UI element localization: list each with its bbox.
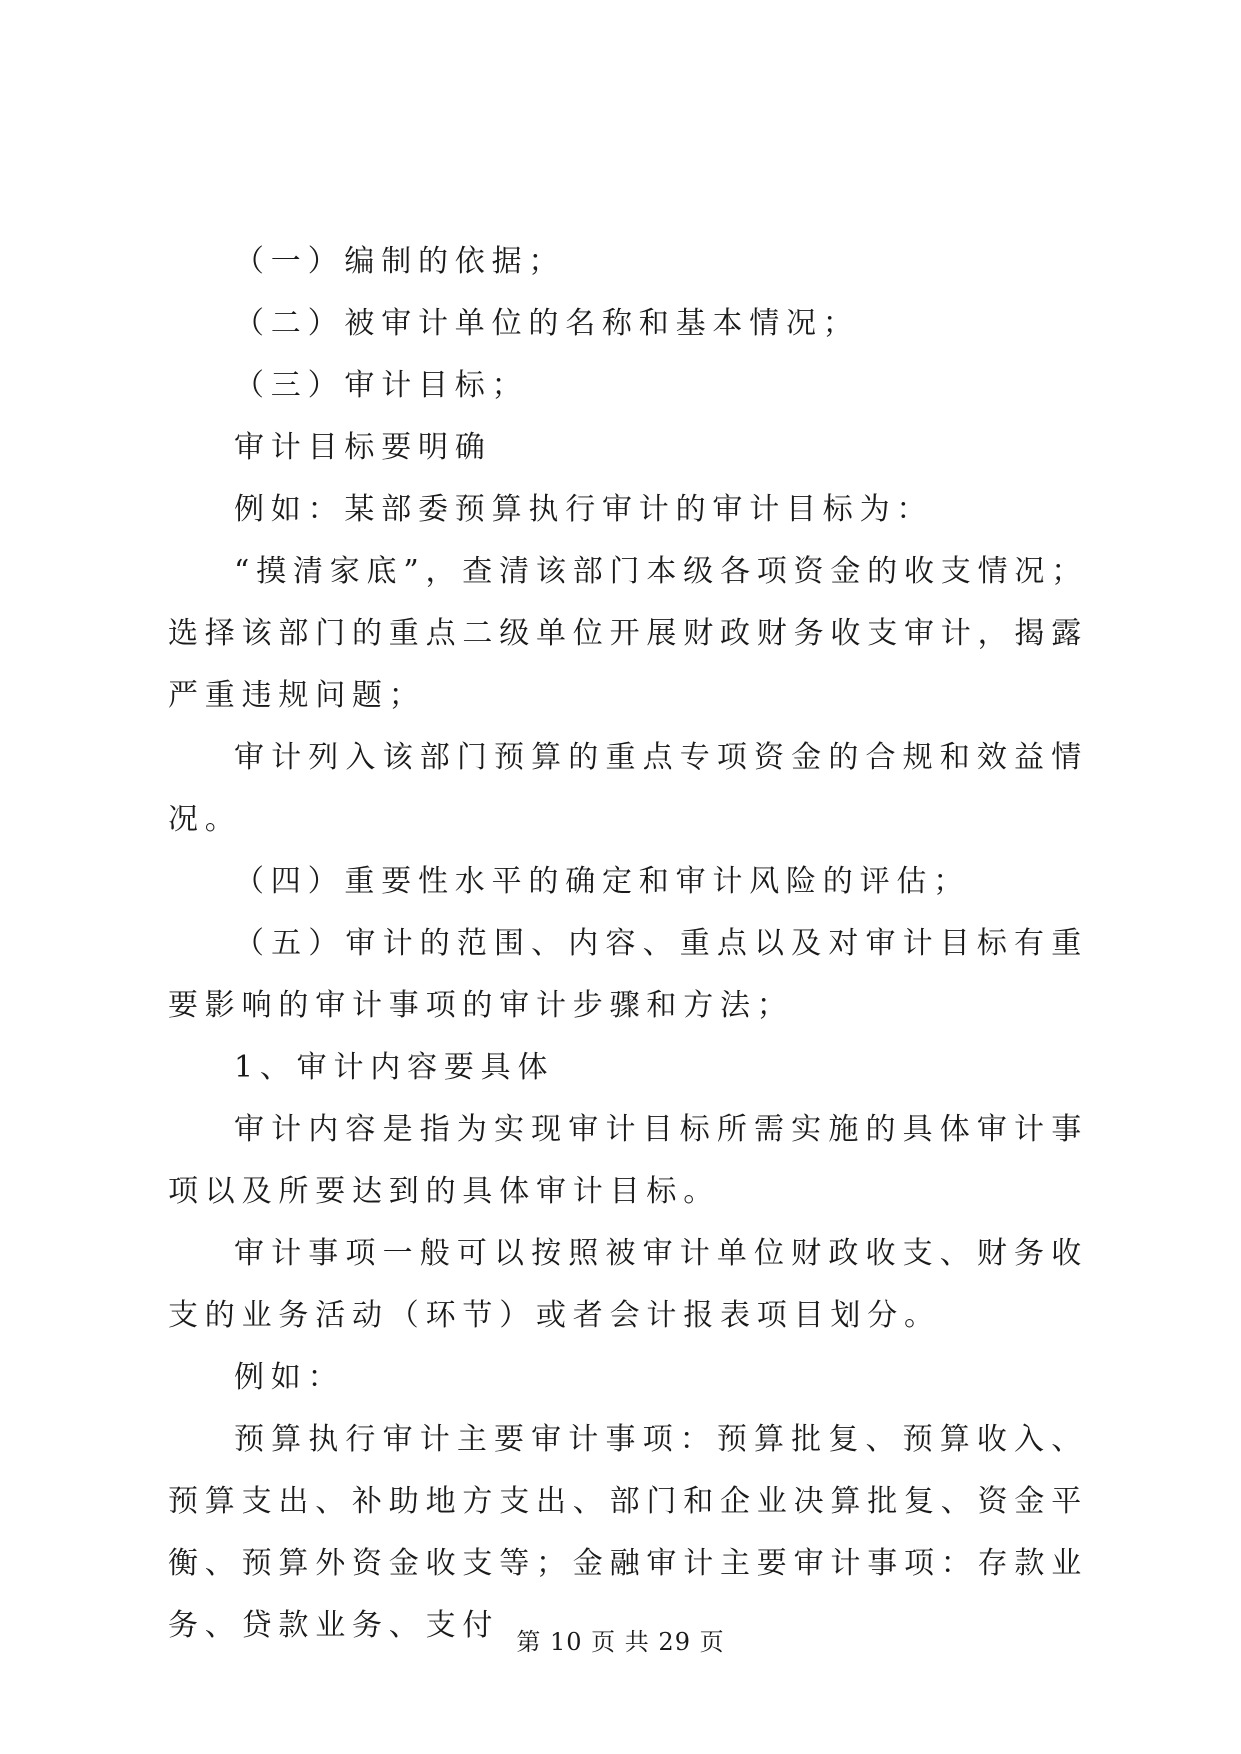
paragraph-budget-items: 预算执行审计主要审计事项：预算批复、预算收入、预算支出、补助地方支出、部门和企业决算批复、资金平衡、预算外资金收支等；金融审计主要审计事项：存款业务、贷款业务、支付: [168, 1422, 1088, 1643]
paragraph-content-specific: 1、审计内容要具体: [234, 1050, 555, 1085]
document-body: [168, 231, 1088, 1657]
paragraph-materiality: （四）重要性水平的确定和审计风险的评估；: [234, 864, 970, 899]
paragraph-scope: （五）审计的范围、内容、重点以及对审计目标有重要影响的审计事项的审计步骤和方法；: [168, 926, 1088, 1023]
paragraph-example-label: 例如：: [234, 1360, 345, 1395]
paragraph-objective-clear: 审计目标要明确: [234, 430, 492, 465]
paragraph-special-funds: 审计列入该部门预算的重点专项资金的合规和效益情况。: [168, 740, 1088, 837]
paragraph-content-definition: 审计内容是指为实现审计目标所需实施的具体审计事项以及所要达到的具体审计目标。: [168, 1112, 1088, 1209]
paragraph-basis: （一）编制的依据；: [234, 244, 566, 279]
paragraph-example-intro: 例如：某部委预算执行审计的审计目标为：: [234, 492, 934, 527]
paragraph-audit-items: 审计事项一般可以按照被审计单位财政收支、财务收支的业务活动（环节）或者会计报表项目划分。: [168, 1236, 1088, 1333]
paragraph-example-detail: “摸清家底”，查清该部门本级各项资金的收支情况；选择该部门的重点二级单位开展财政财务收支审计，揭露严重违规问题；: [168, 554, 1088, 713]
paragraph-auditee: （二）被审计单位的名称和基本情况；: [234, 306, 860, 341]
paragraph-audit-objective: （三）审计目标；: [234, 368, 529, 403]
page-footer: 第 10 页 共 29 页: [516, 1628, 725, 1656]
